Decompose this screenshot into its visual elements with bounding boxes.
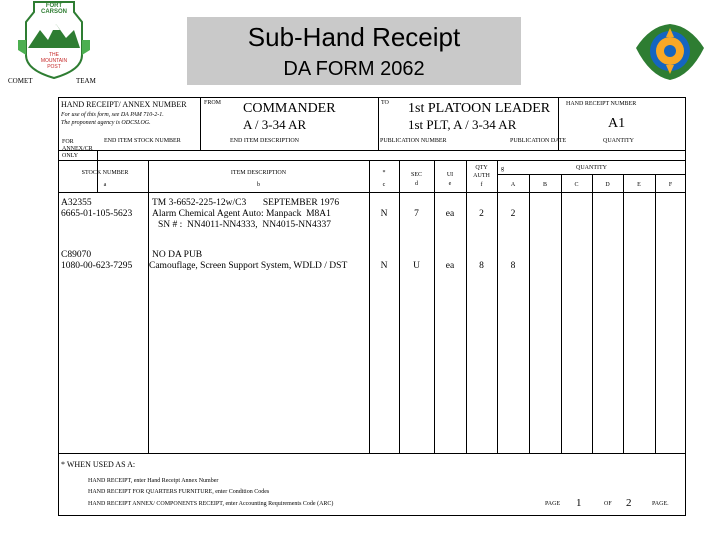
hr-number: A1: [608, 116, 626, 131]
page-title: Sub-Hand Receipt: [247, 22, 461, 52]
q-col-a: A: [510, 182, 516, 188]
col-star: *: [382, 170, 386, 176]
logo-caption-right: TEAM: [76, 77, 96, 85]
col-quantity: QUANTITY: [576, 165, 607, 171]
unit-emblem-icon: [630, 18, 710, 84]
pub-number-label: PUBLICATION NUMBER: [380, 138, 447, 144]
footer-line-2: HAND RECEIPT FOR QUARTERS FURNITURE, enter Condition Codes: [88, 489, 270, 495]
usage-note-1: For use of this form, see DA PAM 710-2-1.: [61, 112, 164, 118]
col-item-letter: b: [257, 182, 260, 188]
row-2-desc-1: NO DA PUB: [152, 250, 203, 260]
from-line-2: A / 3-34 AR: [243, 117, 307, 132]
rule-annex: [58, 160, 686, 161]
to-line-2: 1st PLT, A / 3-34 AR: [408, 117, 517, 132]
to-label: TO: [381, 100, 389, 106]
row-1-ui: ea: [445, 209, 455, 219]
row-1-desc-2: Alarm Chemical Agent Auto: Manpack M8A1: [152, 209, 331, 219]
row-1-stock-2: 6665-01-105-5623: [61, 209, 133, 219]
divider-to: [378, 97, 379, 150]
divider-from: [200, 97, 201, 150]
page-subtitle: DA FORM 2062: [283, 58, 425, 80]
page-total: 2: [626, 497, 632, 509]
of-label: OF: [604, 501, 612, 507]
hr-number-label: HAND RECEIPT NUMBER: [566, 101, 637, 107]
col-star-letter: c: [382, 182, 386, 188]
row-2-qty-a: 8: [510, 261, 516, 271]
end-item-stock-label: END ITEM STOCK NUMBER: [104, 138, 181, 144]
page-label: PAGE: [545, 501, 561, 507]
col-line-2: [369, 160, 370, 453]
q-col-e: E: [637, 182, 641, 188]
pub-date-label: PUBLICATION DATE: [510, 138, 567, 144]
from-label: FROM: [204, 100, 222, 106]
row-2-stock-2: 1080-00-623-7295: [61, 261, 133, 271]
page-number: 1: [576, 497, 582, 509]
q-col-b: B: [542, 182, 547, 188]
row-2-sec: U: [413, 261, 420, 271]
col-line-11: [655, 174, 656, 453]
col-ui: UI: [446, 172, 454, 178]
unit-emblem: [630, 18, 710, 84]
for-annex-label: FOR ANNEX/CR ONLY: [62, 139, 93, 159]
col-g-letter: g: [501, 166, 504, 172]
col-stock-letter: a: [103, 182, 107, 188]
footer-line-1: HAND RECEIPT, enter Hand Receipt Annex Number: [88, 478, 219, 484]
col-line-7: [529, 174, 530, 453]
footer-line-3: HAND RECEIPT ANNEX/ COMPONENTS RECEIPT, enter Accounting Requirements Code (ARC): [88, 501, 334, 507]
logo-caption-left: COMET: [8, 77, 33, 85]
q-col-d: D: [605, 182, 610, 188]
col-sec-letter: d: [415, 181, 418, 187]
logo-top-text: FORT CARSON: [40, 3, 67, 15]
usage-note-2: The proponent agency is ODCSLOG.: [61, 120, 151, 126]
q-col-c: C: [574, 182, 579, 188]
col-qty-auth-letter: f: [480, 182, 483, 188]
row-2-qty-auth: 8: [479, 261, 484, 271]
from-line-1: COMMANDER: [243, 101, 336, 116]
col-ui-letter: e: [448, 181, 452, 187]
row-2-ui: ea: [445, 261, 455, 271]
col-sec: SEC: [410, 172, 422, 178]
col-line-8: [561, 174, 562, 453]
col-line-9: [592, 174, 593, 453]
col-line-5: [466, 160, 467, 453]
row-2-star: N: [380, 261, 388, 271]
row-1-stock-1: A32355: [61, 198, 92, 208]
row-1-desc-3: SN # : NN4011-NN4333, NN4015-NN4337: [158, 220, 332, 230]
row-1-desc-1: TM 3-6652-225-12w/C3 SEPTEMBER 1976: [152, 198, 340, 208]
col-line-6: [497, 160, 498, 453]
rule-footer: [58, 453, 686, 454]
row-1-qty-auth: 2: [479, 209, 484, 219]
col-stock-number: STOCK NUMBER: [81, 170, 129, 176]
hand-receipt-label: HAND RECEIPT/ ANNEX NUMBER: [61, 100, 187, 109]
col-line-4: [434, 160, 435, 453]
row-1-sec: 7: [414, 209, 419, 219]
fort-carson-logo: [4, 0, 104, 88]
col-line-3: [399, 160, 400, 453]
to-line-1: 1st PLATOON LEADER: [408, 101, 551, 116]
col-line-10: [623, 174, 624, 453]
row-1-star: N: [380, 209, 388, 219]
col-item-desc: ITEM DESCRIPTION: [230, 170, 287, 176]
col-qty-auth-2: AUTH: [473, 173, 490, 179]
row-2-stock-1: C89070: [61, 250, 92, 260]
col-qty-auth-1: QTY: [475, 165, 488, 171]
quantity-header-label: QUANTITY: [603, 138, 634, 144]
row-2-desc-2: Camouflage, Screen Support System, WDLD / DST: [149, 261, 348, 271]
col-line-1: [148, 160, 149, 453]
logo-bottom-text: THE MOUNTAIN POST: [40, 52, 68, 70]
end-item-desc-label: END ITEM DESCRIPTION: [230, 138, 299, 144]
rule-header: [58, 150, 686, 151]
pages-label: PAGE.: [652, 501, 669, 507]
footer-when-used: * WHEN USED AS A:: [61, 460, 136, 469]
q-col-f: F: [668, 182, 673, 188]
row-1-qty-a: 2: [510, 209, 516, 219]
